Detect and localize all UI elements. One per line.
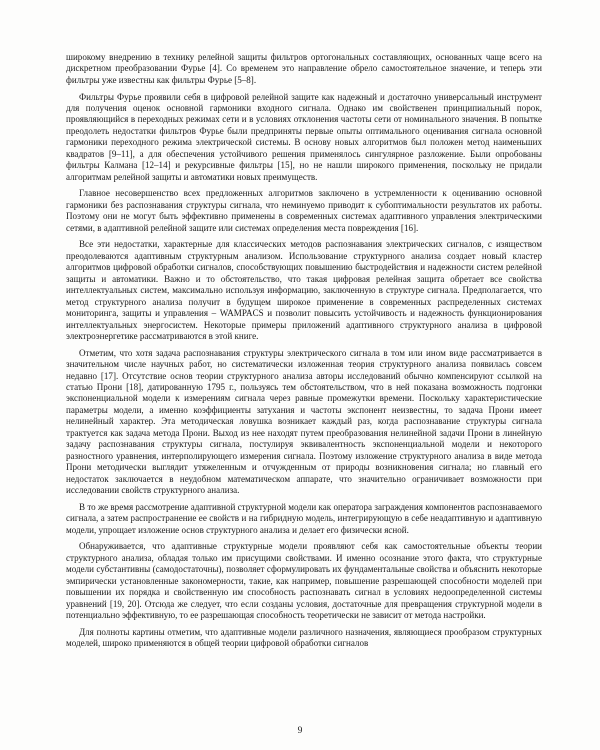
paragraph-structural-analysis: Все эти недостатки, характерные для классических методов распознавания электрических сигналов, с изяществом преодолеваются адаптивным структурным анализом. Использование структурного анализа создает новый кластер алгоритмов цифровой обработки сигналов, способствующих повышению быстродействия и надежности систем релейной защиты и автоматики. Важно и то обстоятельство, что такая цифровая релейная защита обретает все свойства интеллектуальных систем, максимально используя информацию, заключенную в структуре сигнала. Предполагается, что метод структурного анализа получит в будущем широкое применение в современных распределенных системах мониторинга, защиты и управления – WAMPACS и позволит повысить устойчивость и надежность функционирования интеллектуальных энергосистем. Некоторые примеры приложений адаптивного структурного анализа в цифровой электроэнергетике рассматриваются в этой книге. (66, 239, 542, 341)
page-number: 9 (297, 726, 303, 736)
body-text (66, 52, 542, 650)
paragraph-adaptive-models: Для полноты картины отметим, что адаптивные модели различного назначения, являющиеся прообразом структурных моделей, широко применяются в общей теории цифровой обработки сигналов (66, 626, 542, 649)
paragraph-continuation: широкому внедрению в технику релейной защиты фильтров ортогональных составляющих, основанных чаще всего на дискретном преобразовании Фурье [4]. Со временем это направление обрело самостоятельное значение, и теперь эти фильтры уже известны как фильтры Фурье [5–8]. (66, 52, 542, 85)
paragraph-blocking-operator: В то же время рассмотрение адаптивной структурной модели как оператора заграждения компонентов распознаваемого сигнала, а затем распространение ее свойств и на гибридную модель, интегрирующую в себе неадаптивную и адаптивную модели, упрощает изложение основ структурного анализа и делает его физически ясной. (66, 501, 542, 535)
paragraph-prony: Отметим, что хотя задача распознавания структуры электрического сигнала в том или ином виде рассматривается в значительном числе научных работ, но систематически изложенная теория структурного анализа появилась совсем недавно [17]. Отсутствие основ теории структурного анализа авторы исследований обычно компенсируют ссылкой на статью Прони [18], датированную 1795 г., пользуясь тем обстоятельством, что в ней показана возможность подгонки экспоненциальной модели к измерениям сигнала через равные промежутки времени. Поскольку характеристические параметры модели, а именно коэффициенты затухания и частоты экспонент неизвестны, то задача Прони имеет нелинейный характер. Эта методическая ловушка возникает каждый раз, когда распознавание структуры сигнала трактуется как задача метода Прони. Выход из нее находят путем преобразования нелинейной задачи Прони в линейную задачу распознавания структуры сигнала, постулируя эквивалентность экспоненциальной модели и некоторого разностного уравнения, интерполирующего измерения сигнала. Поэтому изложение структурного анализа в виде метода Прони методически выглядит утяжеленным и отчужденным от природы возникновения сигнала; но главный его недостаток заключается в неудобном математическом аппарате, что значительно ограничивает возможности при исследовании свойств структурного анализа. (66, 347, 542, 496)
paragraph-fourier-filters: Фильтры Фурье проявили себя в цифровой релейной защите как надежный и достаточно универсальный инструмент для получения оценок основной гармоники входного сигнала. Однако им свойственен принципиальный порок, проявляющийся в переходных режимах сети и в условиях отклонения частоты сети от номинального значения. В попытке преодолеть недостатки фильтров Фурье были предприняты первые опыты оптимального оценивания сигнала основной гармоники переходного режима электрической системы. В основу новых алгоритмов был положен метод наименьших квадратов [9–11], а для обеспечения устойчивого решения применялось сингулярное разложение. Были опробованы фильтры Калмана [12–14] и рекурсивные фильтры [15], но не нашли широкого применения, поскольку не придали алгоритмам релейной защиты и автоматики новых преимуществ. (66, 91, 542, 182)
paragraph-main-deficiency: Главное несовершенство всех предложенных алгоритмов заключено в устремленности к оцениванию основной гармоники без распознавания структуры сигнала, что неминуемо приводит к субоптимальности результатов их работы. Поэтому они не могут быть эффективно применены в современных системах адаптивного управления электрическими сетями, в адаптивной релейной защите или системах определения места повреждения [16]. (66, 188, 542, 233)
paragraph-substantive-models: Обнаруживается, что адаптивные структурные модели проявляют себя как самостоятельные объекты теории структурного анализа, обладая только им присущими свойствами. И именно осознание этого факта, что структурные модели субстантивны (самодостаточны), позволяет сформулировать их фундаментальные свойства и объяснить некоторые эмпирически установленные закономерности, такие, как например, повышение разрешающей способности моделей при повышении их порядка и свойственную им способность распознавать сигнал в условиях недоопределенной системы уравнений [19, 20]. Отсюда же следует, что если созданы условия, достаточные для превращения структурной модели в потенциально эффективную, то ее разрешающая способность теоретически не зависит от метода настройки. (66, 541, 542, 620)
